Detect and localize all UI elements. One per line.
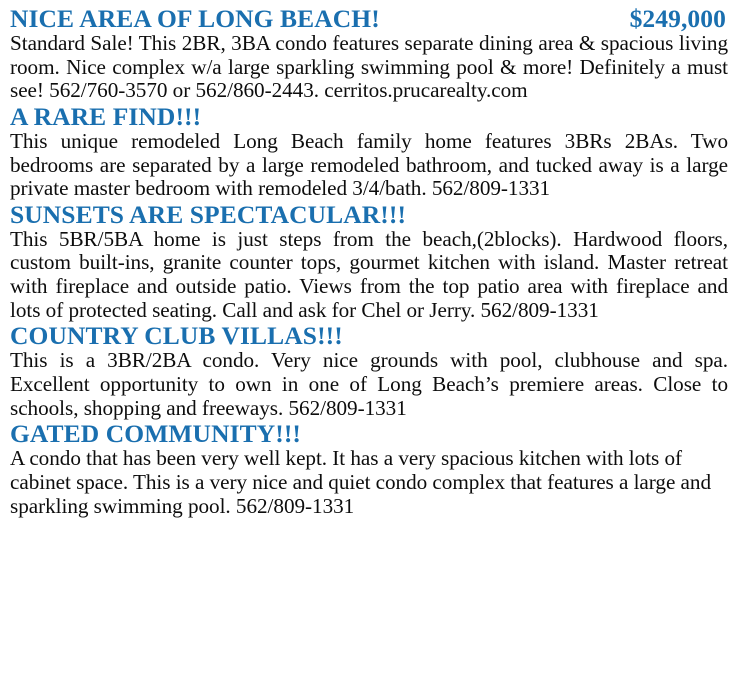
listing-body: This unique remodeled Long Beach family home features 3BRs 2BAs. Two bedrooms are separated by a large remodeled bathroom, and tucked away is a large private master bedroom with remodeled 3/4/bath. 562/809-1331 [10, 128, 728, 201]
listing-price: $249,000 [629, 4, 726, 33]
listing-headline-row [10, 421, 730, 447]
listing-headline-row [10, 6, 730, 32]
listing-body: This 5BR/5BA home is just steps from the beach,(2blocks). Hardwood floors, custom built-ins, granite counter tops, gourmet kitchen with island. Master retreat with fireplace and outside patio. Views from the top patio area with fireplace and lots of protected seating. Call and ask for Chel or Jerry. 562/809-1331 [10, 226, 728, 322]
listing-item [10, 421, 730, 518]
listing-body: Standard Sale! This 2BR, 3BA condo features separate dining area & spacious living room. Nice complex w/a large sparkling swimming pool & more! Definitely a must see! 562/760-3570 or 562/860-2443. cerritos.prucarealty.com [10, 31, 728, 103]
listing-headline-row [10, 323, 730, 349]
listing-headline-row [10, 101, 730, 131]
listing-headline: SUNSETS ARE SPECTACULAR!!! [10, 199, 407, 229]
listing-item [10, 323, 730, 420]
listing-headline: NICE AREA OF LONG BEACH! [10, 4, 380, 33]
listing-body: This is a 3BR/2BA condo. Very nice grounds with pool, clubhouse and spa. Excellent opportunity to own in one of Long Beach’s premiere areas. Close to schools, shopping and freeways. 562/809-1331 [10, 348, 728, 420]
listing-headline-row [10, 199, 730, 229]
listing-item [10, 199, 730, 323]
listing-body: A condo that has been very well kept. It has a very spacious kitchen with lots of cabinet space. This is a very nice and quiet condo complex that features a large and sparkling swimming pool. 562/809-1331 [10, 446, 711, 518]
listing-headline: A RARE FIND!!! [10, 101, 202, 131]
listing-item [10, 6, 730, 103]
listing-item [10, 101, 730, 201]
listing-headline: GATED COMMUNITY!!! [10, 419, 302, 449]
listing-headline: COUNTRY CLUB VILLAS!!! [10, 321, 343, 351]
